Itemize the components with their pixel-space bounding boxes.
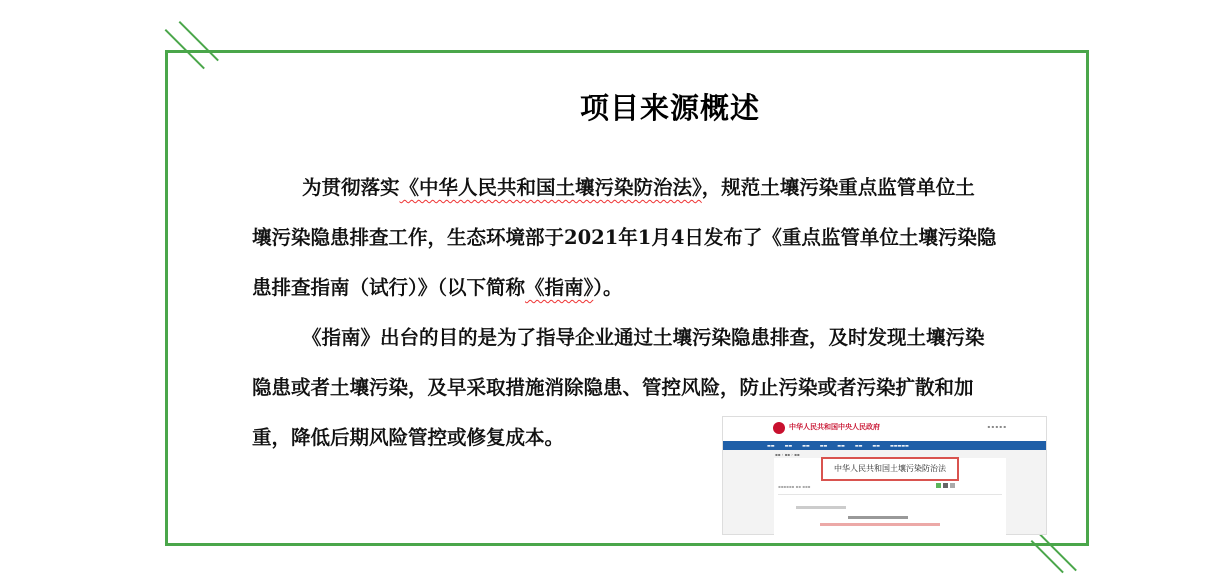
paragraph-1-line-2: 壤污染隐患排查工作，生态环境部于2021年1月4日发布了《重点监管单位土壤污染隐: [252, 226, 997, 249]
nav-placeholder: ▬▬: [819, 443, 828, 448]
screenshot-header: [723, 417, 1046, 441]
share-icon: [936, 483, 941, 488]
share-icon: [943, 483, 948, 488]
text-segment: ）。: [593, 276, 623, 299]
nav-placeholder: ▬▬: [802, 443, 810, 448]
paragraph-1-line-3: [252, 268, 1042, 318]
nav-placeholder: ▬▬: [837, 443, 845, 448]
screenshot-text-line: [848, 516, 908, 519]
paragraph-2-line-2: 隐患或者土壤污染，及早采取措施消除隐患、管控风险，防止污染或者污染扩散和加: [252, 376, 974, 399]
nav-placeholder: ▬▬: [784, 443, 793, 448]
share-icons: [936, 483, 955, 488]
screenshot-text-line: [820, 523, 940, 526]
nav-placeholder: ▬▬: [872, 443, 880, 448]
screenshot-breadcrumb: ▪▪ › ▪▪ › ▪▪: [775, 452, 800, 457]
page-title: 项目来源概述: [579, 91, 760, 125]
nav-placeholder: ▬▬: [767, 443, 775, 448]
text-segment: ，规范土壤污染重点监管单位土: [701, 176, 975, 199]
screenshot-divider: [778, 494, 1002, 495]
nav-placeholder: ▬▬▬▬▬: [889, 443, 909, 448]
screenshot-text-line: [796, 506, 846, 509]
national-emblem-icon: [773, 422, 785, 434]
screenshot-nav-bar: [723, 441, 1046, 450]
share-icon: [950, 483, 955, 488]
screenshot-meta: ▪▪▪▪▪▪ ▪▪ ▪▪▪: [778, 484, 811, 489]
paragraph-1-line-1: [252, 168, 1042, 218]
paragraph-2-line-3: 重，降低后期风险管控或修复成本。: [252, 426, 565, 449]
paragraph-2-line-1: 《指南》出台的目的是为了指导企业通过土壤污染隐患排查，及时发现土壤污染: [302, 326, 985, 349]
screenshot-top-links: ▪ ▪ ▪ ▪ ▪: [987, 424, 1006, 429]
guide-reference: 《指南》: [525, 276, 594, 299]
screenshot-site-name: 中华人民共和国中央人民政府: [789, 423, 880, 431]
law-title-highlight: 中华人民共和国土壤污染防治法: [821, 457, 959, 481]
text-segment: 患排查指南（试行）》（以下简称: [252, 276, 526, 299]
text-segment: 为贯彻落实: [302, 176, 400, 199]
nav-placeholder: ▬▬: [854, 443, 863, 448]
law-name-reference: 《中华人民共和国土壤污染防治法》: [399, 176, 702, 199]
